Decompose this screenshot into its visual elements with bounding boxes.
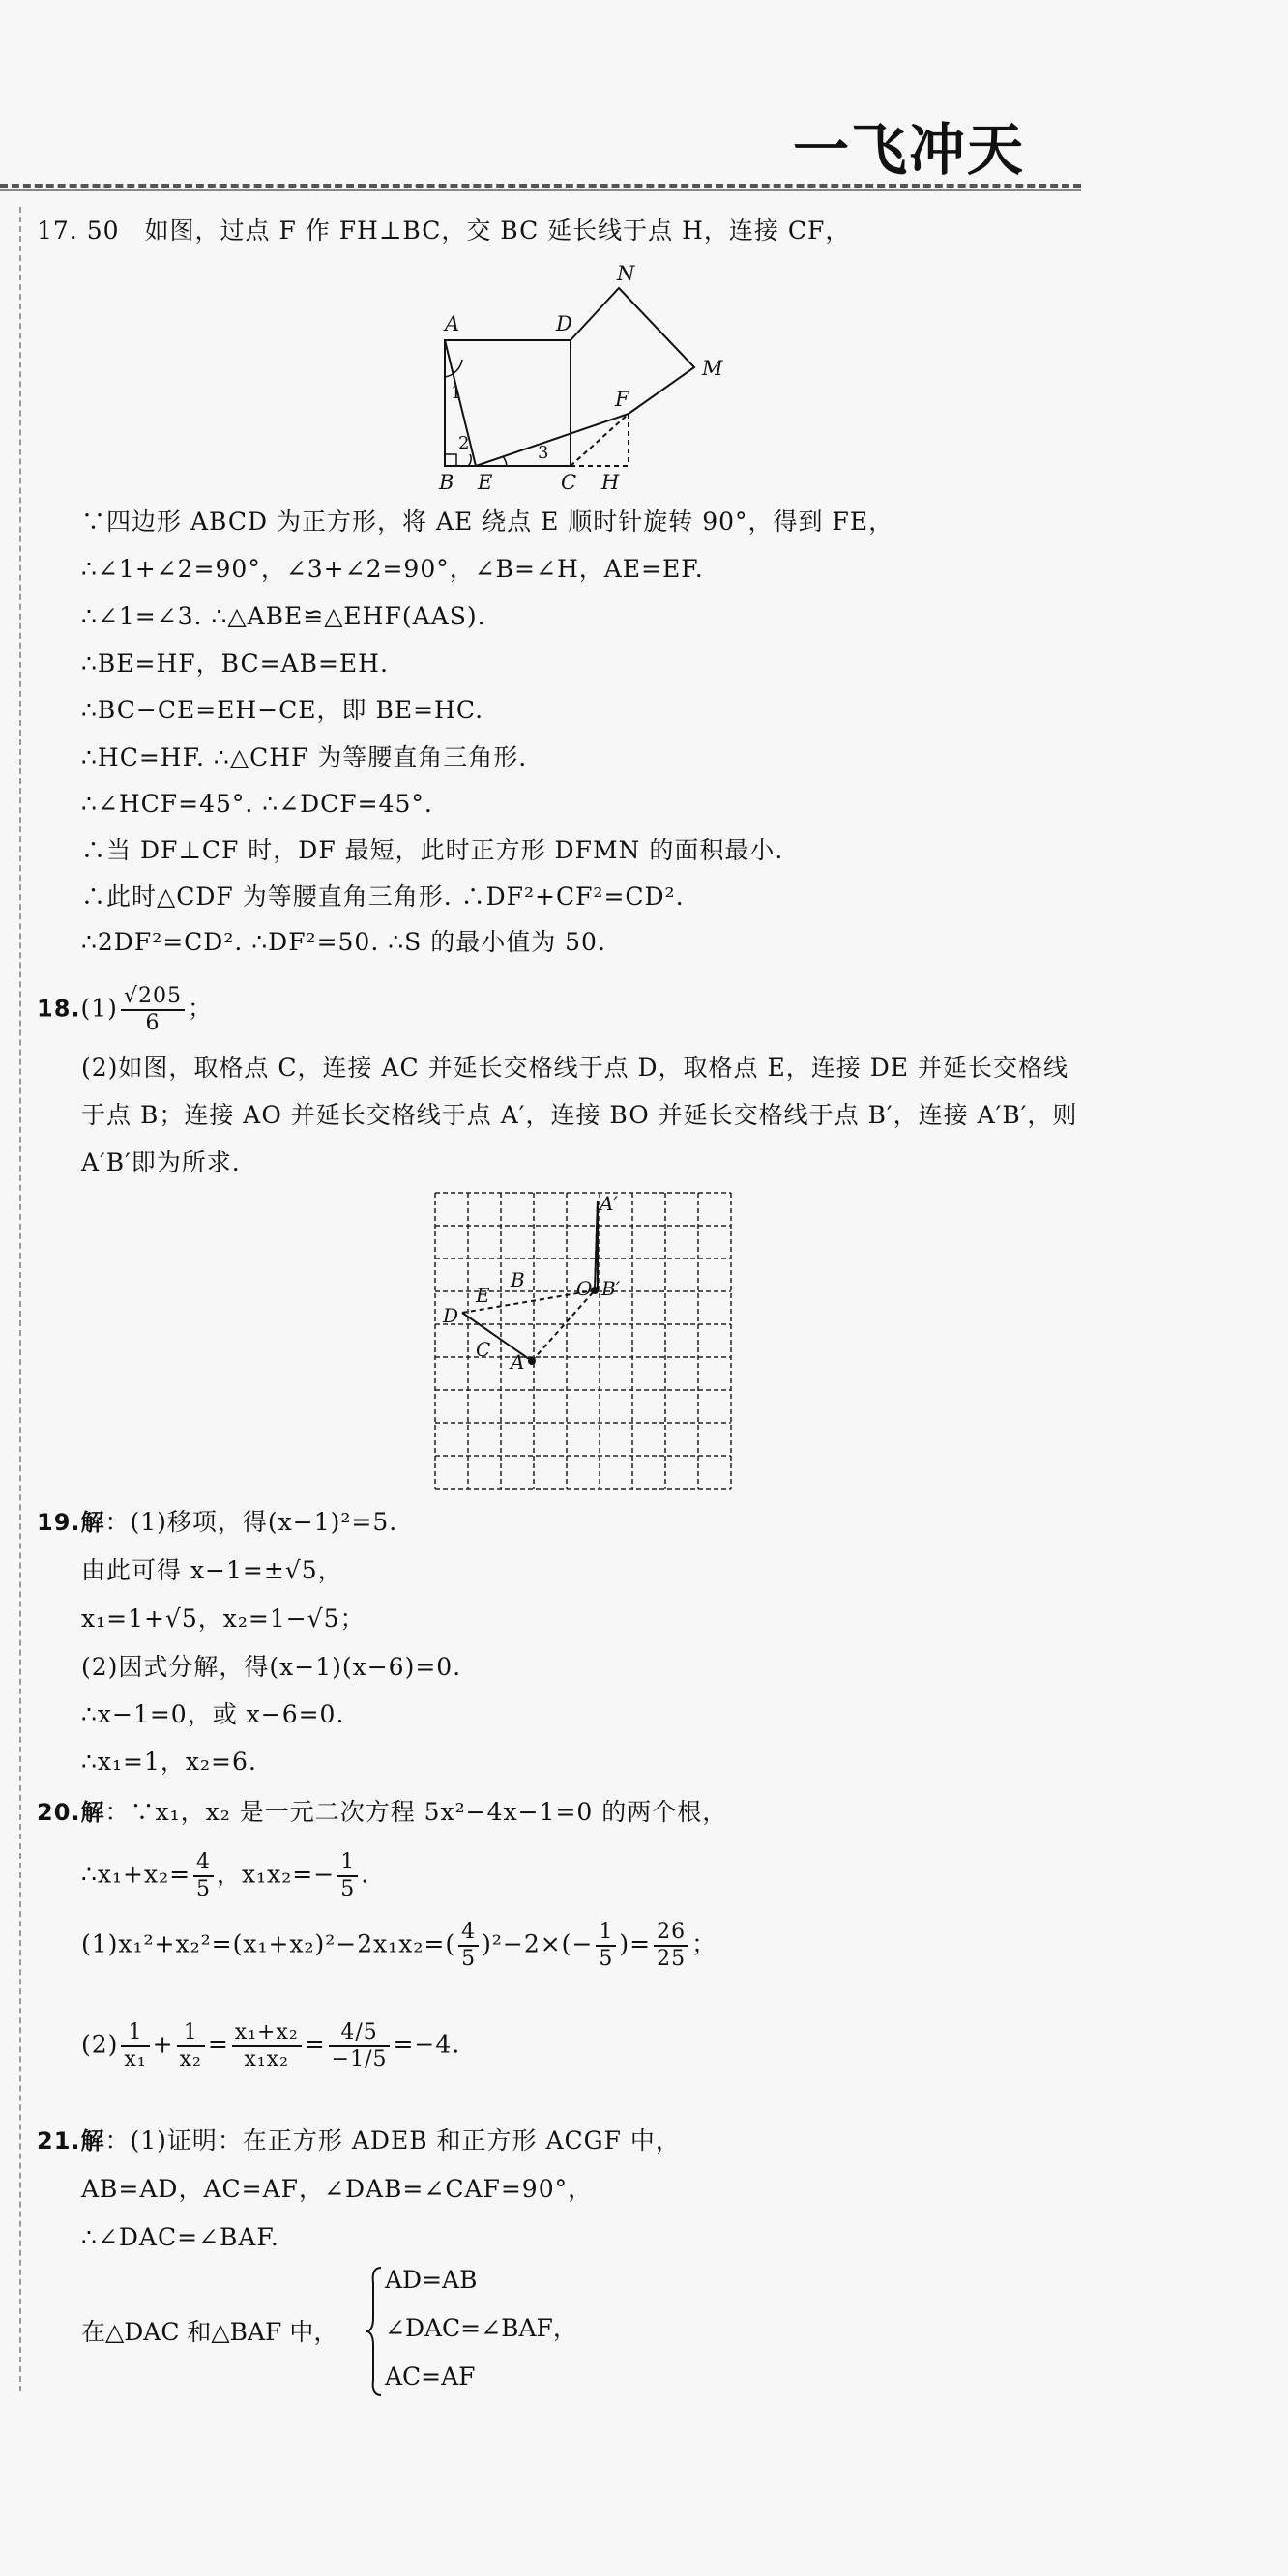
- fig17-label: A: [445, 312, 460, 335]
- fig17-label: C: [561, 471, 577, 493]
- fig18-label: A: [511, 1350, 525, 1374]
- q17-line: ∵四边形 ABCD 为正方形，将 AE 绕点 E 顺时针旋转 90°，得到 FE，: [81, 507, 894, 535]
- q19-line: ∴x−1=0，或 x−6=0.: [81, 1700, 345, 1728]
- q17-line: ∴∠1+∠2=90°，∠3+∠2=90°，∠B=∠H，AE=EF.: [81, 555, 704, 583]
- fig17-label: 3: [538, 443, 549, 463]
- q17-line: ∴∠1=∠3. ∴△ABE≌△EHF(AAS).: [81, 602, 486, 630]
- q18-line: A′B′即为所求.: [81, 1148, 241, 1176]
- fig17-label: H: [601, 471, 620, 493]
- q18-line: 于点 B；连接 AO 并延长交格线于点 A′，连接 BO 并延长交格线于点 B′，连接 A′B′，则: [81, 1101, 1078, 1129]
- q17-figure: [425, 261, 735, 493]
- fig17-label: 2: [458, 433, 470, 453]
- q17-line: ∴HC=HF. ∴△CHF 为等腰直角三角形.: [81, 743, 528, 771]
- q21-brace-item: AC=AF: [385, 2362, 476, 2390]
- q19-line: ∴x₁=1，x₂=6.: [81, 1748, 257, 1776]
- q19-line: 由此可得 x−1=±√5，: [81, 1556, 343, 1584]
- q18-grid-figure: [425, 1189, 735, 1494]
- fig17-label: E: [478, 471, 493, 493]
- q17-line: ∴2DF²=CD². ∴DF²=50. ∴S 的最小值为 50.: [81, 928, 606, 956]
- q17-line: ∴BE=HF，BC=AB=EH.: [81, 650, 389, 678]
- q17-line: ∴此时△CDF 为等腰直角三角形. ∴DF²+CF²=CD².: [81, 883, 685, 911]
- q20-line3: (1)x₁²+x₂²=(x₁+x₂)²−2x₁x₂=( $\frac{4}{5}$ )²−2×(− $\frac{1}{5}$ )= $\frac{26}{25}$ ；: [81, 1920, 717, 1971]
- fig18-label: B: [511, 1268, 525, 1291]
- header-divider: [0, 184, 1081, 191]
- fig18-label: D: [443, 1304, 459, 1327]
- q17-line: ∴BC−CE=EH−CE，即 BE=HC.: [81, 696, 484, 724]
- q21-brace-item: AD=AB: [385, 2266, 478, 2294]
- fig17-label: M: [702, 357, 723, 380]
- curly-brace: [366, 2264, 385, 2399]
- fig18-label: B′: [601, 1277, 621, 1300]
- q17-line: ∴∠HCF=45°. ∴∠DCF=45°.: [81, 790, 433, 818]
- fig18-label: E: [476, 1284, 490, 1307]
- fig17-label: N: [617, 262, 635, 285]
- q17-line: ∴当 DF⊥CF 时，DF 最短，此时正方形 DFMN 的面积最小.: [81, 836, 784, 864]
- q18-part1: 18.(1) $\frac{√205}{6}$ ；: [37, 984, 213, 1035]
- q20-line4: (2) $\frac{1}{\text{x₁}}$ + $\frac{1}{\text{x₂}}$ = $\frac{\text{x₁+x₂}}{\text{x₁x₂}}$ = $\frac{4/5}{-1/5}$ =−4.: [81, 2020, 461, 2071]
- fig17-label: D: [556, 312, 572, 335]
- q21-line: ∴∠DAC=∠BAF.: [81, 2223, 279, 2251]
- q20-line2: ∴x₁+x₂= $\frac{4}{5}$ ，x₁x₂=− $\frac{1}{5}$ .: [81, 1850, 370, 1901]
- q18-line: (2)如图，取格点 C，连接 AC 并延长交格线于点 D，取格点 E，连接 DE 并延长交格线: [81, 1054, 1068, 1082]
- q21-brace-lead: 在△DAC 和△BAF 中，: [81, 2318, 338, 2346]
- fig17-label: 1: [451, 383, 462, 403]
- fig17-label: B: [439, 471, 454, 493]
- q19-line: x₁=1+√5，x₂=1−√5；: [81, 1605, 366, 1633]
- fig18-label: C: [476, 1338, 491, 1361]
- q21-line: 21.解：(1)证明：在正方形 ADEB 和正方形 ACGF 中，: [37, 2127, 681, 2155]
- brand-logo: 一飞冲天: [793, 117, 1026, 183]
- margin-divider: [19, 207, 21, 2391]
- q19-line: 19.解：(1)移项，得(x−1)²=5.: [37, 1508, 398, 1536]
- q17-head: 17. 50 如图，过点 F 作 FH⊥BC，交 BC 延长线于点 H，连接 CF，: [37, 217, 851, 245]
- q20-line: 20.解：∵x₁，x₂ 是一元二次方程 5x²−4x−1=0 的两个根，: [37, 1798, 728, 1826]
- fig17-label: F: [615, 388, 629, 411]
- q21-line: AB=AD，AC=AF，∠DAB=∠CAF=90°，: [81, 2175, 594, 2203]
- q21-brace-item: ∠DAC=∠BAF，: [385, 2314, 577, 2342]
- fig18-label: O: [576, 1277, 593, 1300]
- fig18-label: A′: [600, 1192, 618, 1215]
- q19-line: (2)因式分解，得(x−1)(x−6)=0.: [81, 1653, 462, 1681]
